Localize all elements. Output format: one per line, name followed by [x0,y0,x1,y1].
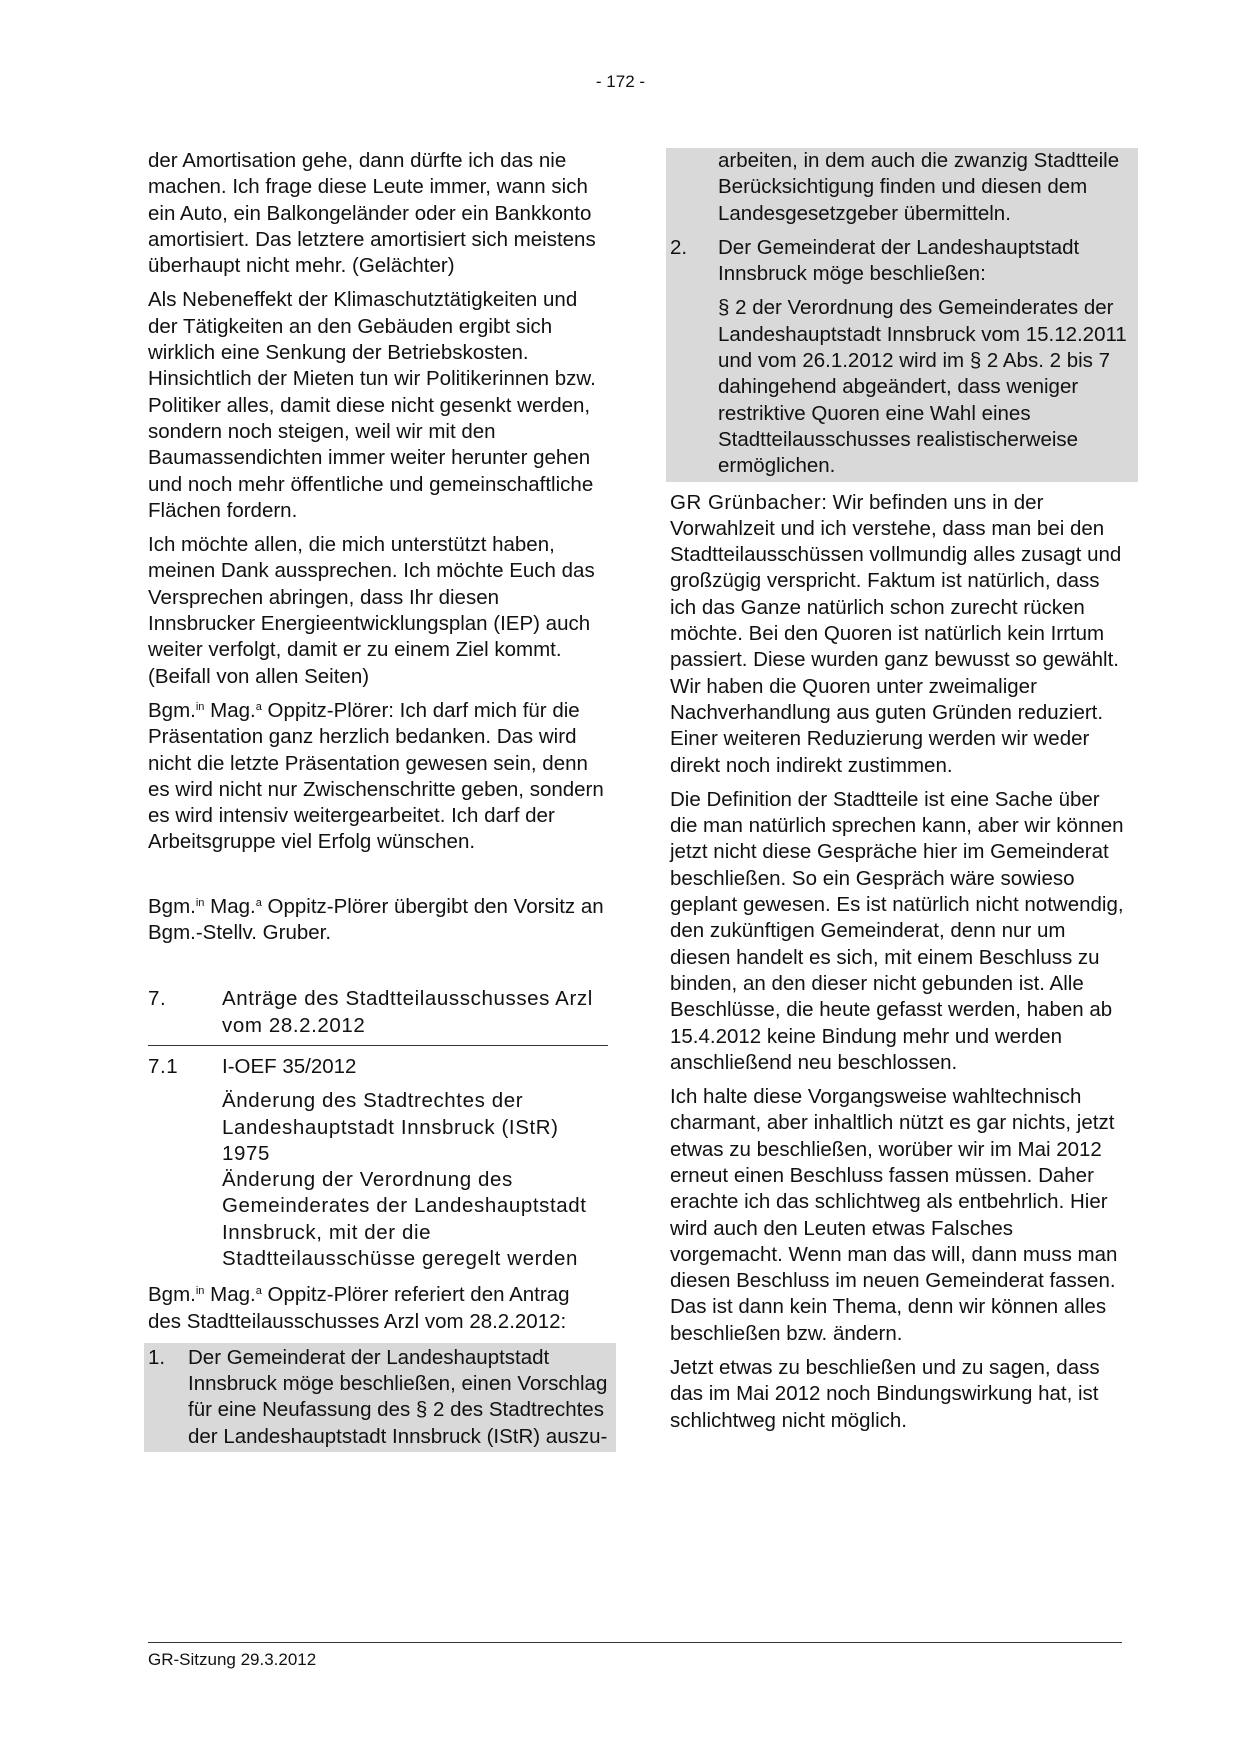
title-bgm: Bgm. [148,894,196,918]
motion-number-2: 2. [670,235,688,259]
superscript-a: a [255,700,262,713]
motion-text-1-continued: arbeiten, in dem auch die zwanzig Stadtteile Berücksichtigung finden und diesen dem Landesgesetzgeber übermitteln. [718,149,1120,225]
title-mag: Mag. [204,698,256,722]
page-number: - 172 - [595,72,646,91]
agenda-subitem-7-1 [148,1054,608,1272]
paragraph-mayor-refers [148,1282,608,1335]
mayor-refers-text: Oppitz-Plörer referiert den Antrag des Stadtteilausschusses Arzl vom 28.2.2012: [148,1283,570,1333]
title-bgm: Bgm. [148,1283,196,1307]
paragraph-nebeneffekt: Als Nebeneffekt der Klimaschutztätigkeiten und der Tätigkeiten an den Gebäuden ergibt sich wirklich eine Senkung der Betriebskosten. Hinsichtlich der Mieten tun wir Politikerinnen bzw. Politiker alles, damit diese nicht gesenkt werden, sondern noch steigen, weil wir mit den Baumassendichten immer weiter herunter gehen und noch mehr öffentliche und gemeinschaftliche Flächen fordern. [148,288,596,522]
subitem-title-2: Änderung der Verordnung des Gemeinderates der Landeshauptstadt Innsbruck, mit der die Stadtteilausschüsse geregelt werden [222,1168,587,1270]
paragraph-mayor-thanks [148,698,608,856]
title-mag: Mag. [204,1283,256,1307]
footer-divider [148,1642,1122,1643]
paragraph-vorgangsweise: Ich halte diese Vorgangsweise wahltechnisch charmant, aber inhaltlich nützt es gar nichts, jetzt etwas zu beschließen, worüber wir im Mai 2012 erneut einen Beschluss fassen müssen. Daher erachte ich das schlichtweg als entbehrlich. Hier wird auch den Leuten etwas Falsches vorgemacht. Wenn man das will, dann muss man diesen Beschluss im neuen Gemeinderat fassen. Das ist dann kein Thema, denn wir können alles beschließen bzw. ändern. [670,1085,1118,1345]
right-column [670,148,1130,1442]
superscript-in: in [195,700,205,713]
speaker-name: GR Grünbacher [670,490,822,514]
paragraph-chair-handover [148,894,608,947]
superscript-a: a [255,896,262,909]
footer-session: GR-Sitzung 29.3.2012 [148,1650,317,1669]
motion-text-2: Der Gemeinderat der Landeshauptstadt Innsbruck möge beschließen: [718,235,1080,286]
mayor-thanks-text: Oppitz-Plörer: Ich darf mich für die Präsentation ganz herzlich bedanken. Das wird nicht die letzte Präsentation gewesen sein, denn es wird nicht nur Zwischenschritte geben, sondern es wird intensiv weitergearbeitet. Ich darf der Arbeitsgruppe viel Erfolg wünschen. [148,698,604,854]
gruenbacher-text: : Wir befinden uns in der Vorwahlzeit und ich verstehe, dass man bei den Stadtteilausschüssen vollmundig alles zusagt und großzügig verspricht. Faktum ist natürlich, dass ich das Ganze natürlich schon zurecht rücken möchte. Bei den Quoren ist natürlich kein Irrtum passiert. Diese wurden ganz bewusst so gewählt. Wir haben die Quoren unter zweimaliger Nachverhandlung aus guten Gründen reduziert. Einer weiteren Reduzierung werden wir weder direkt noch indirekt zustimmen. [670,490,1122,777]
paragraph-gruenbacher [670,490,1130,779]
agenda-item-7 [148,986,608,1039]
superscript-a: a [255,1285,262,1298]
chair-handover-text: Oppitz-Plörer übergibt den Vorsitz an Bgm.-Stellv. Gruber. [148,894,604,945]
subitem-body [222,1054,608,1272]
agenda-divider [148,1045,608,1046]
motion-item-1 [144,1343,616,1452]
superscript-in: in [195,896,205,909]
agenda-number: 7. [148,987,167,1011]
subitem-code: I-OEF 35/2012 [222,1054,357,1078]
title-bgm: Bgm. [148,698,196,722]
motion-text-1: Der Gemeinderat der Landeshauptstadt Innsbruck möge beschließen, einen Vorschlag für eine Neufassung des § 2 des Stadtrechtes der Landeshauptstadt Innsbruck (IStR) auszu- [188,1345,608,1448]
motion-item-2 [670,235,1130,288]
paragraph-definition: Die Definition der Stadtteile ist eine Sache über die man natürlich sprechen kann, aber wir können jetzt nicht diese Gespräche hier im Gemeinderat beschließen. So ein Gespräch wäre sowieso geplant gewesen. Es ist natürlich nicht notwendig, den zukünftigen Gemeinderat, denn nur um diesen handelt es sich, mit einem Beschluss zu binden, an den dieser nicht gebunden ist. Alle Beschlüsse, die heute gefasst werden, haben ab 15.4.2012 keine Bindung mehr und werden anschließend neu beschlossen. [670,787,1124,1074]
superscript-in: in [195,1285,205,1298]
paragraph-dank: Ich möchte allen, die mich unterstützt haben, meinen Dank aussprechen. Ich möchte Euch das Versprechen abringen, dass Ihr diesen Innsbrucker Energieentwicklungsplan (IEP) auch weiter verfolgt, damit er zu einem Ziel kommt. (Beifall von allen Seiten) [148,533,595,688]
motion-number-1: 1. [148,1345,166,1369]
left-column [148,148,608,1452]
subitem-number: 7.1 [148,1054,179,1078]
subitem-title-1: Änderung des Stadtrechtes der Landeshauptstadt Innsbruck (IStR) 1975 [222,1089,559,1165]
paragraph-conclusion: Jetzt etwas zu beschließen und zu sagen, dass das im Mai 2012 noch Bindungswirkung hat, ist schlichtweg nicht möglich. [670,1356,1100,1432]
paragraph-amortisation: der Amortisation gehe, dann dürfte ich das nie machen. Ich frage diese Leute immer, wann sich ein Auto, ein Balkongeländer oder ein Bankkonto amortisiert. Das letztere amortisiert sich meistens überhaupt nicht mehr. (Gelächter) [148,149,596,278]
motion-block-shaded [666,148,1138,482]
title-mag: Mag. [204,894,256,918]
motion-text-2-sub: § 2 der Verordnung des Gemeinderates der Landeshauptstadt Innsbruck vom 15.12.2011 und vom 26.1.2012 wird im § 2 Abs. 2 bis 7 dahingehend abgeändert, dass weniger restriktive Quoren eine Wahl eines Stadtteilausschusses realistischerweise ermöglichen. [718,296,1127,478]
agenda-title: Anträge des Stadtteilausschusses Arzl vom 28.2.2012 [222,987,593,1037]
